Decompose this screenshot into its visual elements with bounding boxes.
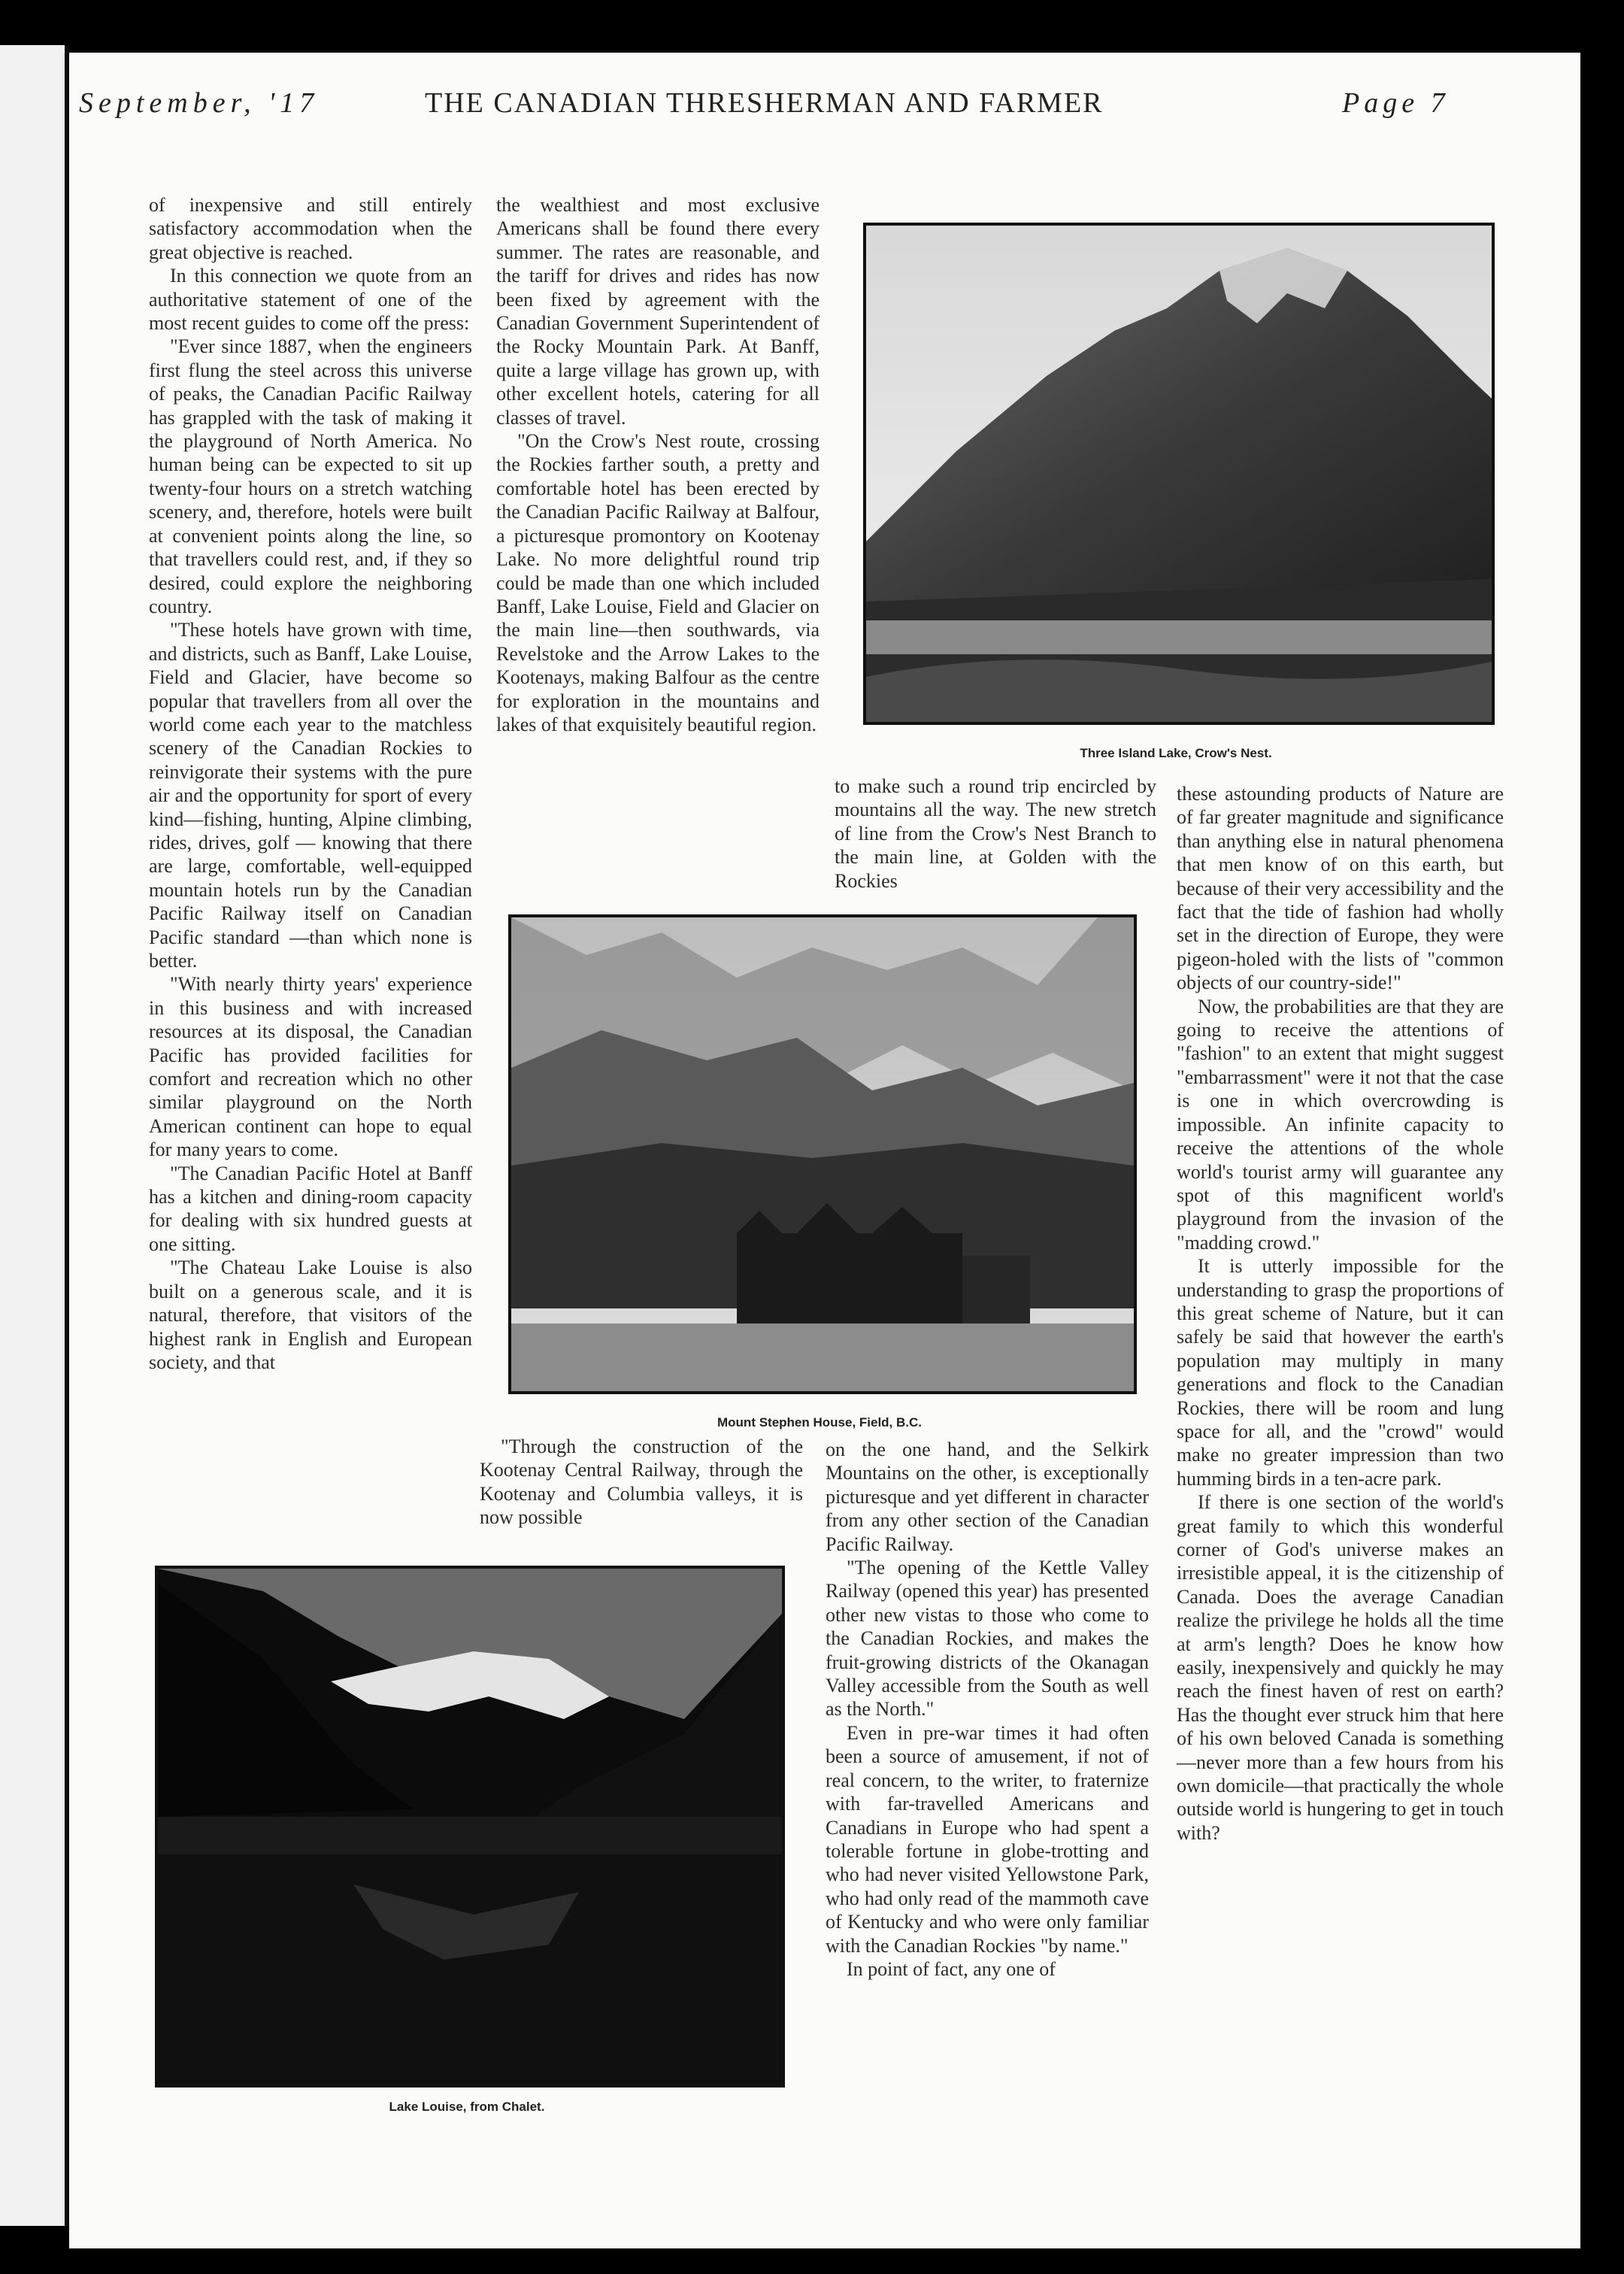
text-column-3-top xyxy=(835,775,1156,892)
caption-mount-stephen-house: Mount Stephen House, Field, B.C. xyxy=(717,1415,922,1430)
caption-lake-louise: Lake Louise, from Chalet. xyxy=(389,2100,545,2114)
text-column-2-bottom xyxy=(480,1435,803,1533)
paragraph: If there is one section of the world's great family to which this wonderful corner of God's universe makes an irresistible appeal, it is the citizenship of Canada. Does the average Canadian realize the privilege he holds all the time at arm's length? Does he know how easily, inexpensively and quickly he may reach the finest haven of rest on earth? Has the thought ever struck him that here of his own beloved Canada is something—never more than a few hours from his own domicile—that practically the whole outside world is hungering to get in touch with? xyxy=(1177,1491,1504,1844)
paragraph: "These hotels have grown with time, and districts, such as Banff, Lake Louise, Field and Glacier, have become so popular that travellers from all over the world come each year to the matchless scenery of the Canadian Rockies to reinvigorate their systems with the pure air and the opportunity for sport of every kind—fishing, hunting, Alpine climbing, rides, drives, golf — knowing that there are large, comfortable, well-equipped mountain hotels run by the Canadian Pacific Railway itself on Canadian Pacific standard —than which none is better. xyxy=(149,619,472,972)
photo-lake-louise xyxy=(155,1566,785,2088)
text-column-4 xyxy=(1177,782,1504,2128)
paragraph: Now, the probabilities are that they are going to receive the attentions of "fashion" to an extent that might suggest "embarrassment" were it not that the case is one in which overcrowding is impossible. An infinite capacity to receive the attentions of the whole world's tourist army will guarantee any spot of this magnificent world's playground from the invasion of the "madding crowd." xyxy=(1177,995,1504,1254)
publication-title: THE CANADIAN THRESHERMAN AND FARMER xyxy=(425,87,1104,119)
caption-three-island-lake: Three Island Lake, Crow's Nest. xyxy=(1080,746,1272,760)
paragraph: "The Canadian Pacific Hotel at Banff has a kitchen and dining-room capacity for dealing with six hundred guests at one sitting. xyxy=(149,1162,472,1255)
paragraph: In point of fact, any one of xyxy=(847,1957,1056,1980)
paragraph: "The Chateau Lake Louise is also built on a generous scale, and it is natural, therefore, that visitors of the highest rank in English and European society, and that xyxy=(149,1257,472,1373)
issue-date: September, '17 xyxy=(79,87,320,119)
text-column-3-bottom xyxy=(826,1438,1149,2145)
paragraph: "With nearly thirty years' experience in this business and with increased resources at its disposal, the Canadian Pacific has provided facilities for comfort and recreation which no other similar playground on the North American continent can hope to equal for many years to come. xyxy=(149,973,472,1161)
binding-edge xyxy=(0,45,69,2226)
paragraph: to make such a round trip encircled by mountains all the way. The new stretch of line from the Crow's Nest Branch to the main line, at Golden with the Rockies xyxy=(835,775,1156,892)
paragraph: "Ever since 1887, when the engineers first flung the steel across this universe of peaks, the Canadian Pacific Railway has grappled with the task of making it the playground of North America. No human being can be expected to sit up twenty-four hours on a stretch watching scenery, and, therefore, hotels were built at convenient points along the line, so that travellers could rest, and, if they so desired, could explore the neighboring country. xyxy=(149,335,472,617)
text-column-2 xyxy=(496,193,820,885)
paragraph: on the one hand, and the Selkirk Mountains on the other, is exceptionally picturesque and yet different in character from any other section of the Canadian Pacific Railway. xyxy=(826,1439,1149,1555)
paragraph: It is utterly impossible for the understanding to grasp the proportions of this great scheme of Nature, but it can safely be said that however the earth's population may multiply in many generations and flock to the Canadian Rockies, there will be room and lung space for all, and the "crowd" would make no greater impression than two humming birds in a ten-acre park. xyxy=(1177,1255,1504,1490)
paragraph: Even in pre-war times it had often been a source of amusement, if not of real concern, to the writer, to fraternize with far-travelled Americans and Canadians in Europe who had spent a tolerable fortune in globe-trotting and who had never visited Yellowstone Park, who had only read of the mammoth cave of Kentucky and who were only familiar with the Canadian Rockies "by name." xyxy=(826,1721,1149,1957)
paragraph: the wealthiest and most exclusive Americans shall be found there every summer. The rates are reasonable, and the tariff for drives and rides has now been fixed by agreement with the Canadian Government Superintendent of the Rocky Mountain Park. At Banff, quite a large village has grown up, with other excellent hotels, catering for all classes of travel. xyxy=(496,194,820,429)
photo-mount-stephen-house xyxy=(508,914,1137,1394)
paragraph: "On the Crow's Nest route, crossing the Rockies farther south, a pretty and comfortable hotel has been erected by the Canadian Pacific Railway at Balfour, a picturesque promontory on Kootenay Lake. No more delightful round trip could be made than one which included Banff, Lake Louise, Field and Glacier on the main line—then southwards, via Revelstoke and the Arrow Lakes to the Kootenays, making Balfour as the centre for exploration in the mountains and lakes of that exquisitely beautiful region. xyxy=(496,430,820,735)
page-number: Page 7 xyxy=(1342,87,1450,119)
paragraph: "The opening of the Kettle Valley Railway (opened this year) has presented other new vistas to those who come to the Canadian Rockies, and makes the fruit-growing districts of the Okanagan Valley accessible from the South as well as the North." xyxy=(826,1557,1149,1721)
text-column-1 xyxy=(149,193,472,1528)
paragraph: of inexpensive and still entirely satisfactory accommodation when the great objective is reached. xyxy=(149,194,472,263)
paragraph: In this connection we quote from an authoritative statement of one of the most recent guides to come off the press: xyxy=(149,265,472,335)
paragraph: "Through the construction of the Kootenay Central Railway, through the Kootenay and Columbia valleys, it is now possible xyxy=(480,1436,803,1529)
paragraph: these astounding products of Nature are of far greater magnitude and significance than anything else in natural phenomena that men know of on this earth, but because of their very accessibility and the fact that the tide of fashion had wholly set in the direction of Europe, they were pigeon-holed with the lists of "common objects of our country-side!" xyxy=(1177,783,1504,994)
photo-three-island-lake xyxy=(863,223,1495,725)
